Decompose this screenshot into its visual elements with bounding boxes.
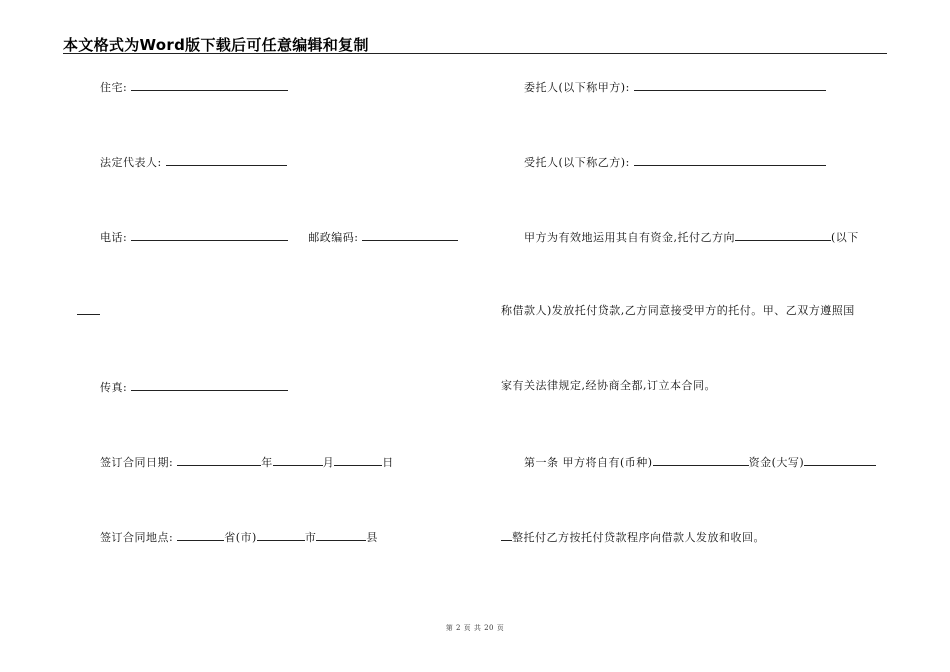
article1-line2 (501, 529, 765, 545)
sign-place-label: 签订合同地点: (100, 531, 174, 544)
article1-line2-stub (501, 529, 512, 541)
day-label: 日 (382, 456, 394, 469)
para1-line3: 家有关法律规定,经协商全都,订立本合同。 (501, 379, 716, 392)
sign-date-line (100, 454, 394, 470)
county-label: 县 (366, 531, 378, 544)
fax-label: 传真: (100, 381, 128, 394)
legal-rep-blank (166, 154, 287, 166)
party-b-line (524, 154, 826, 170)
residence-line (100, 79, 288, 95)
postcode-label: 邮政编码: (308, 231, 359, 244)
capital-amount-blank (804, 454, 876, 466)
article1-line1 (524, 454, 876, 470)
article1-line2-text: 整托付乙方按托付贷款程序向借款人发放和收回。 (512, 531, 765, 544)
month-blank (273, 454, 323, 466)
province-label: 省(市) (224, 531, 257, 544)
postcode-blank (362, 229, 458, 241)
para1-line1-text-b: (以下 (831, 231, 859, 244)
page-number: 第 2 页 共 20 页 (445, 624, 505, 632)
page-header-title: 本文格式为Word版下载后可任意编辑和复制 (63, 36, 369, 54)
fax-line (100, 379, 288, 395)
para1-line1-text-a: 甲方为有效地运用其自有资金,托付乙方向 (524, 231, 735, 244)
day-blank (334, 454, 382, 466)
legal-rep-line (100, 154, 287, 170)
article1-text-a: 第一条 甲方将自有(币种) (524, 456, 653, 469)
phone-label: 电话: (100, 231, 128, 244)
year-label: 年 (261, 456, 273, 469)
party-b-label: 受托人(以下称乙方): (524, 156, 630, 169)
party-a-line (524, 79, 826, 95)
continuation-stub (77, 303, 100, 315)
city-label: 市 (304, 531, 317, 544)
month-label: 月 (322, 456, 335, 469)
residence-label: 住宅: (100, 81, 128, 94)
residence-blank (131, 79, 288, 91)
borrower-blank (735, 229, 831, 241)
header-divider (63, 53, 887, 54)
county-blank (316, 529, 366, 541)
para1-line1 (524, 229, 859, 245)
phone-line (100, 229, 458, 245)
year-blank (177, 454, 261, 466)
phone-blank (131, 229, 288, 241)
city-blank (257, 529, 305, 541)
article1-text-b: 资金(大写) (748, 456, 805, 469)
fax-blank (131, 379, 288, 391)
sign-place-line (100, 529, 378, 545)
party-a-label: 委托人(以下称甲方): (524, 81, 630, 94)
legal-rep-label: 法定代表人: (100, 156, 162, 169)
currency-amount-blank (653, 454, 749, 466)
party-a-blank (634, 79, 826, 91)
province-blank (177, 529, 224, 541)
sign-date-label: 签订合同日期: (100, 456, 174, 469)
party-b-blank (634, 154, 826, 166)
para1-line2: 称借款人)发放托付贷款,乙方同意接受甲方的托付。甲、乙双方遵照国 (501, 304, 855, 317)
